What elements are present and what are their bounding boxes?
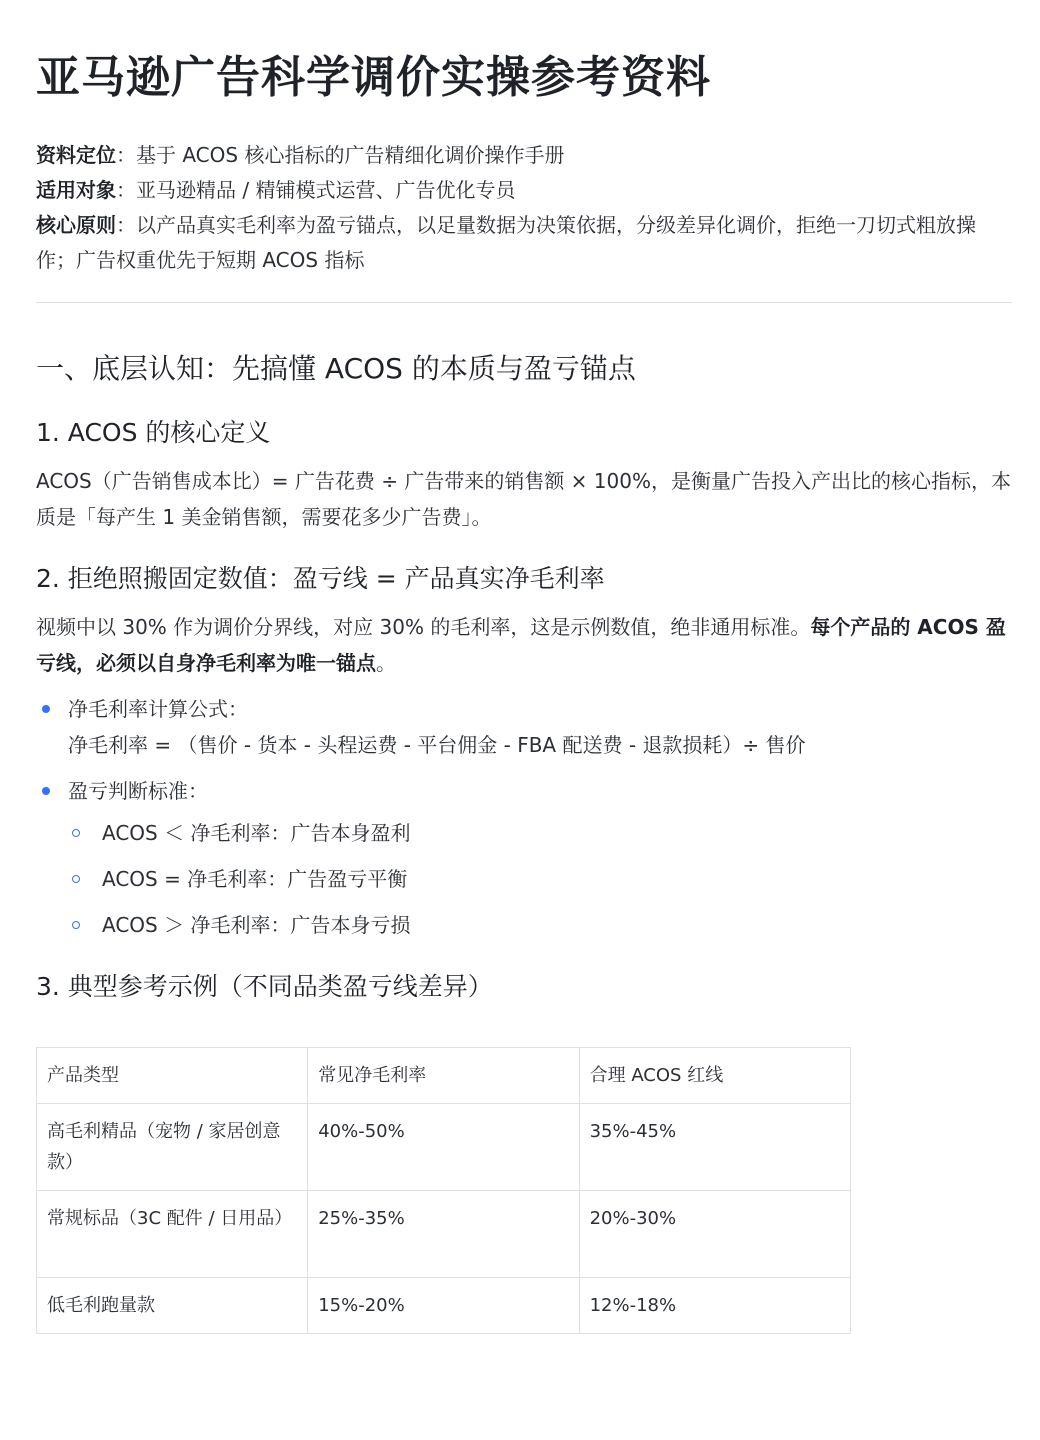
meta-principle: 核心原则：以产品真实毛利率为盈亏锚点，以足量数据为决策依据，分级差异化调价，拒绝一刀切式粗放操作；广告权重优先于短期 ACOS 指标 <box>36 213 976 272</box>
formula-title: 净毛利率计算公式： <box>68 697 248 721</box>
bullet-ring-icon <box>72 875 80 883</box>
breakeven-emphasis: 每个产品的 ACOS 盈亏线，必须以自身净毛利率为唯一锚点 <box>36 615 1006 675</box>
table-row <box>37 1104 851 1191</box>
list-item-criteria <box>36 773 1012 943</box>
table-row <box>37 1191 851 1278</box>
table-row <box>37 1278 851 1334</box>
subsection-heading-breakeven: 2. 拒绝照搬固定数值：盈亏线 = 产品真实净毛利率 <box>36 564 605 593</box>
examples-table <box>36 1047 851 1334</box>
acos-definition-text: ACOS（广告销售成本比）= 广告花费 ÷ 广告带来的销售额 × 100%，是衡量广告投入产出比的核心指标，本质是「每产生 1 美金销售额，需要花多少广告费」。 <box>36 469 1011 529</box>
table-cell: 35%-45% <box>579 1104 850 1191</box>
table-cell: 高毛利精品（宠物 / 家居创意款） <box>37 1104 308 1191</box>
table-cell: 12%-18% <box>579 1278 850 1334</box>
divider <box>36 302 1012 303</box>
page-title: 亚马逊广告科学调价实操参考资料 <box>36 52 711 103</box>
table-header-cell: 合理 ACOS 红线 <box>579 1048 850 1104</box>
meta-block <box>36 138 1012 278</box>
table-cell: 15%-20% <box>308 1278 579 1334</box>
list-item-formula <box>36 691 1012 763</box>
meta-text: 以产品真实毛利率为盈亏锚点，以足量数据为决策依据，分级差异化调价，拒绝一刀切式粗放操作；广告权重优先于短期 ACOS 指标 <box>36 213 976 272</box>
list-item: ACOS ＜ 净毛利率：广告本身盈利 <box>68 815 1012 851</box>
meta-text: 基于 ACOS 核心指标的广告精细化调价操作手册 <box>136 143 565 167</box>
meta-audience: 适用对象：亚马逊精品 / 精铺模式运营、广告优化专员 <box>36 178 516 202</box>
bullet-dot-icon <box>42 787 50 795</box>
table-cell: 25%-35% <box>308 1191 579 1278</box>
subsection-heading-acos-definition: 1. ACOS 的核心定义 <box>36 418 271 447</box>
table-cell: 常规标品（3C 配件 / 日用品） <box>37 1191 308 1278</box>
meta-positioning: 资料定位：基于 ACOS 核心指标的广告精细化调价操作手册 <box>36 143 565 167</box>
list-item: ACOS = 净毛利率：广告盈亏平衡 <box>68 861 1012 897</box>
breakeven-bullets <box>36 691 1012 943</box>
meta-text: 亚马逊精品 / 精铺模式运营、广告优化专员 <box>136 178 516 202</box>
table-header-row <box>37 1048 851 1104</box>
table-header-cell: 常见净毛利率 <box>308 1048 579 1104</box>
table-cell: 20%-30% <box>579 1191 850 1278</box>
bullet-ring-icon <box>72 829 80 837</box>
meta-label: 资料定位 <box>36 143 116 167</box>
bullet-ring-icon <box>72 921 80 929</box>
criteria-sublist <box>68 815 1012 943</box>
formula-text: 净毛利率 = （售价 - 货本 - 头程运费 - 平台佣金 - FBA 配送费 - 退款损耗）÷ 售价 <box>68 733 806 757</box>
table-cell: 40%-50% <box>308 1104 579 1191</box>
meta-label: 适用对象 <box>36 178 116 202</box>
list-item: ACOS ＞ 净毛利率：广告本身亏损 <box>68 907 1012 943</box>
table-header-cell: 产品类型 <box>37 1048 308 1104</box>
subsection-heading-examples: 3. 典型参考示例（不同品类盈亏线差异） <box>36 972 493 1001</box>
breakeven-text: 视频中以 30% 作为调价分界线，对应 30% 的毛利率，这是示例数值，绝非通用标准。每个产品的 ACOS 盈亏线，必须以自身净毛利率为唯一锚点。 <box>36 615 1006 675</box>
bullet-dot-icon <box>42 705 50 713</box>
table-cell: 低毛利跑量款 <box>37 1278 308 1334</box>
criteria-title: 盈亏判断标准： <box>68 779 208 803</box>
meta-label: 核心原则 <box>36 213 116 237</box>
section-heading: 一、底层认知：先搞懂 ACOS 的本质与盈亏锚点 <box>36 352 636 385</box>
